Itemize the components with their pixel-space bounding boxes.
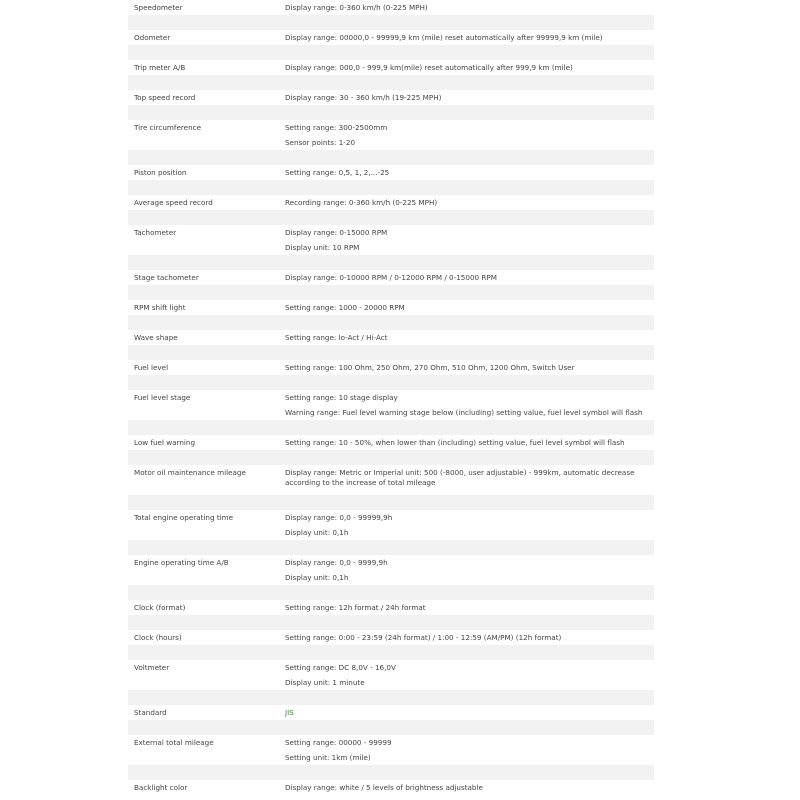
spec-value: Display range: 000,0 - 999,9 km(mile) reset automatically after 999,9 km (mile) [285,63,573,72]
spec-label: Stage tachometer [134,273,199,282]
spec-row [128,405,654,420]
spec-label: Clock (hours) [134,633,182,642]
spec-row [128,615,654,630]
spec-row [128,390,654,405]
spec-label: Top speed record [134,93,196,102]
spec-row [128,450,654,465]
spec-value: Display unit: 0,1h [285,573,349,582]
spec-row [128,30,654,45]
spec-value: Display unit: 0,1h [285,528,349,537]
spec-row [128,255,654,270]
spec-value: Setting range: 0:00 - 23:59 (24h format) / 1:00 - 12:59 (AM/PM) (12h format) [285,633,562,642]
spec-label: Clock (format) [134,603,186,612]
spec-value: Display unit: 10 RPM [285,243,360,252]
spec-label: External total mileage [134,738,214,747]
spec-row [128,675,654,690]
spec-row [128,570,654,585]
spec-value: Recording range: 0-360 km/h (0-225 MPH) [285,198,438,207]
spec-row [128,375,654,390]
spec-row [128,720,654,735]
spec-row [128,360,654,375]
spec-row [128,75,654,90]
spec-row [128,525,654,540]
spec-value: Setting range: 10 - 50%, when lower than (including) setting value, fuel level symbol will flash [285,438,625,447]
spec-row [128,465,654,495]
spec-row [128,315,654,330]
spec-label: Trip meter A/B [134,63,186,72]
spec-row [128,330,654,345]
spec-row [128,585,654,600]
spec-row [128,765,654,780]
spec-row [128,345,654,360]
spec-label: Fuel level stage [134,393,191,402]
spec-value: Display range: 0-15000 RPM [285,228,388,237]
spec-row [128,0,654,15]
spec-row [128,300,654,315]
spec-row [128,660,654,675]
spec-value: Display range: 00000,0 - 99999,9 km (mile) reset automatically after 99999,9 km (mile) [285,33,603,42]
spec-value: Display range: Metric or Imperial unit: 500 (-8000, user adjustable) - 999km, automatic decrease according to the increase of total mileage [285,468,635,487]
spec-row [128,495,654,510]
spec-row [128,120,654,135]
spec-label: Backlight color [134,783,188,792]
spec-row [128,45,654,60]
spec-row [128,165,654,180]
spec-row [128,60,654,75]
spec-value: Setting range: 10 stage display [285,393,398,402]
spec-value: Display unit: 1 minute [285,678,365,687]
spec-row [128,600,654,615]
spec-label: Voltmeter [134,663,170,672]
spec-label: Tire circumference [134,123,202,132]
spec-row [128,735,654,750]
spec-value: Sensor points: 1-20 [285,138,356,147]
spec-row [128,780,654,795]
spec-row [128,540,654,555]
spec-row [128,15,654,30]
spec-value: Display range: 0,0 - 9999,9h [285,558,388,567]
spec-label: Fuel level [134,363,169,372]
spec-row [128,210,654,225]
spec-value: Warning range: Fuel level warning stage below (including) setting value, fuel level symbol will flash [285,408,643,417]
spec-row [128,150,654,165]
spec-row [128,435,654,450]
spec-value: Setting range: 300-2500mm [285,123,388,132]
spec-row [128,705,654,720]
spec-row [128,105,654,120]
spec-label: Wave shape [134,333,178,342]
spec-value: Setting range: 12h format / 24h format [285,603,426,612]
spec-label: Standard [134,708,167,717]
spec-row [128,285,654,300]
spec-row [128,195,654,210]
spec-row [128,420,654,435]
spec-row [128,270,654,285]
spec-value: Setting range: lo-Act / Hi-Act [285,333,388,342]
spec-label: Engine operating time A/B [134,558,229,567]
spec-value: Setting range: DC 8,0V - 16,0V [285,663,396,672]
spec-label: Average speed record [134,198,213,207]
spec-row [128,510,654,525]
spec-row [128,135,654,150]
spec-value: Display range: 30 - 360 km/h (19-225 MPH) [285,93,442,102]
spec-row [128,240,654,255]
spec-label: RPM shift light [134,303,186,312]
spec-value: Display range: 0-10000 RPM / 0-12000 RPM / 0-15000 RPM [285,273,497,282]
spec-label: Motor oil maintenance mileage [134,468,246,477]
spec-row [128,690,654,705]
spec-label: Speedometer [134,3,183,12]
spec-value: Setting unit: 1km (mile) [285,753,371,762]
spec-value: Setting range: 1000 - 20000 RPM [285,303,405,312]
spec-label: Tachometer [134,228,177,237]
spec-row [128,90,654,105]
spec-row [128,750,654,765]
spec-label: Odometer [134,33,171,42]
spec-row [128,555,654,570]
spec-label: Piston position [134,168,187,177]
spec-value: Display range: 0,0 - 99999,9h [285,513,393,522]
spec-value[interactable]: JIS [285,708,294,717]
spec-label: Total engine operating time [134,513,234,522]
spec-row [128,645,654,660]
spec-value: Setting range: 100 Ohm, 250 Ohm, 270 Ohm, 510 Ohm, 1200 Ohm, Switch User [285,363,575,372]
spec-value: Setting range: 00000 - 99999 [285,738,392,747]
spec-value: Display range: 0-360 km/h (0-225 MPH) [285,3,428,12]
spec-value: Display range: white / 5 levels of brightness adjustable [285,783,483,792]
spec-row [128,180,654,195]
spec-value: Setting range: 0,5, 1, 2,...-25 [285,168,390,177]
spec-row [128,630,654,645]
spec-label: Low fuel warning [134,438,196,447]
spec-row [128,225,654,240]
